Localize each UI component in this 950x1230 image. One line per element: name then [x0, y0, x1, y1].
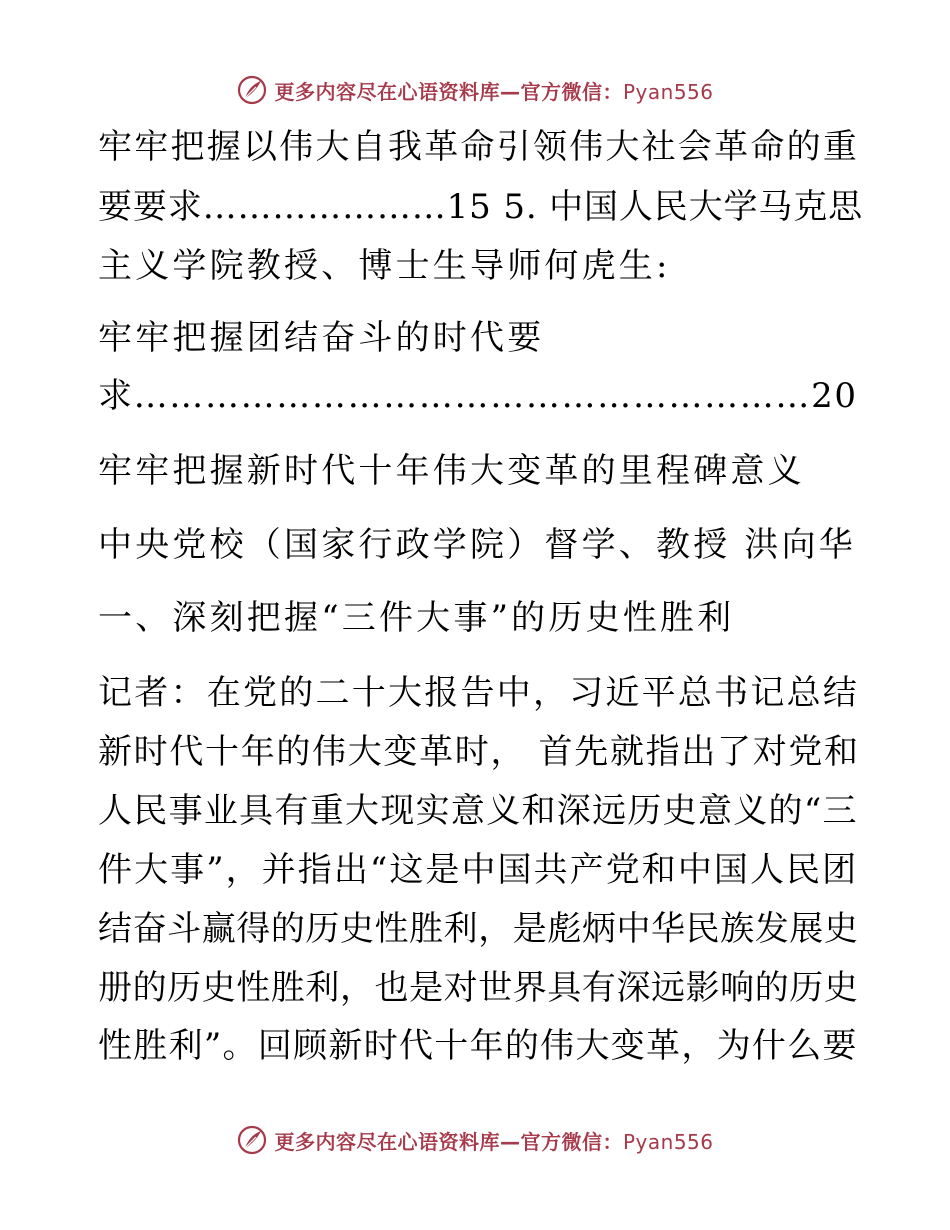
watermark-brand: 更多内容尽在心语资料库—官方微信： — [274, 79, 623, 104]
watermark-text — [274, 1126, 713, 1155]
text-line: 件大事”，并指出“这是中国共产党和中国人民团 — [98, 850, 859, 890]
header-watermark — [0, 70, 950, 110]
text-line: 新时代十年的伟大变革时， 首先就指出了对党和 — [98, 732, 860, 772]
text-line: 记者：在党的二十大报告中，习近平总书记总结 — [98, 673, 860, 713]
text-line: 牢牢把握团结奋斗的时代要 — [98, 318, 545, 358]
text-line: 中央党校（国家行政学院）督学、教授 洪向华 — [98, 525, 857, 565]
text-line: 要要求…………………15 5. 中国人民大学马克思 — [98, 187, 863, 227]
watermark-brand: 更多内容尽在心语资料库—官方微信： — [274, 1129, 623, 1154]
text-line: 册的历史性胜利，也是对世界具有深远影响的历史 — [98, 968, 859, 1008]
text-line: 牢牢把握新时代十年伟大变革的里程碑意义 — [98, 451, 805, 491]
watermark-wechat-id: Pyan556 — [622, 1129, 714, 1154]
text-line: 求…………………………………………………20 — [98, 376, 858, 416]
text-line: 结奋斗赢得的历史性胜利，是彪炳中华民族发展史 — [98, 909, 859, 949]
watermark-text — [274, 76, 713, 105]
section-heading: 一、深刻把握“三件大事”的历史性胜利 — [98, 598, 735, 638]
feather-logo-icon — [236, 1124, 268, 1156]
feather-logo-icon — [236, 74, 268, 106]
text-line: 人民事业具有重大现实意义和深远历史意义的“三 — [98, 791, 858, 831]
watermark-wechat-id: Pyan556 — [622, 79, 714, 104]
text-line: 牢牢把握以伟大自我革命引领伟大社会革命的重 — [98, 127, 860, 167]
text-line: 性胜利”。回顾新时代十年的伟大变革，为什么要 — [98, 1026, 858, 1066]
footer-watermark — [0, 1120, 950, 1160]
text-line: 主义学院教授、博士生导师何虎生: — [98, 246, 671, 286]
